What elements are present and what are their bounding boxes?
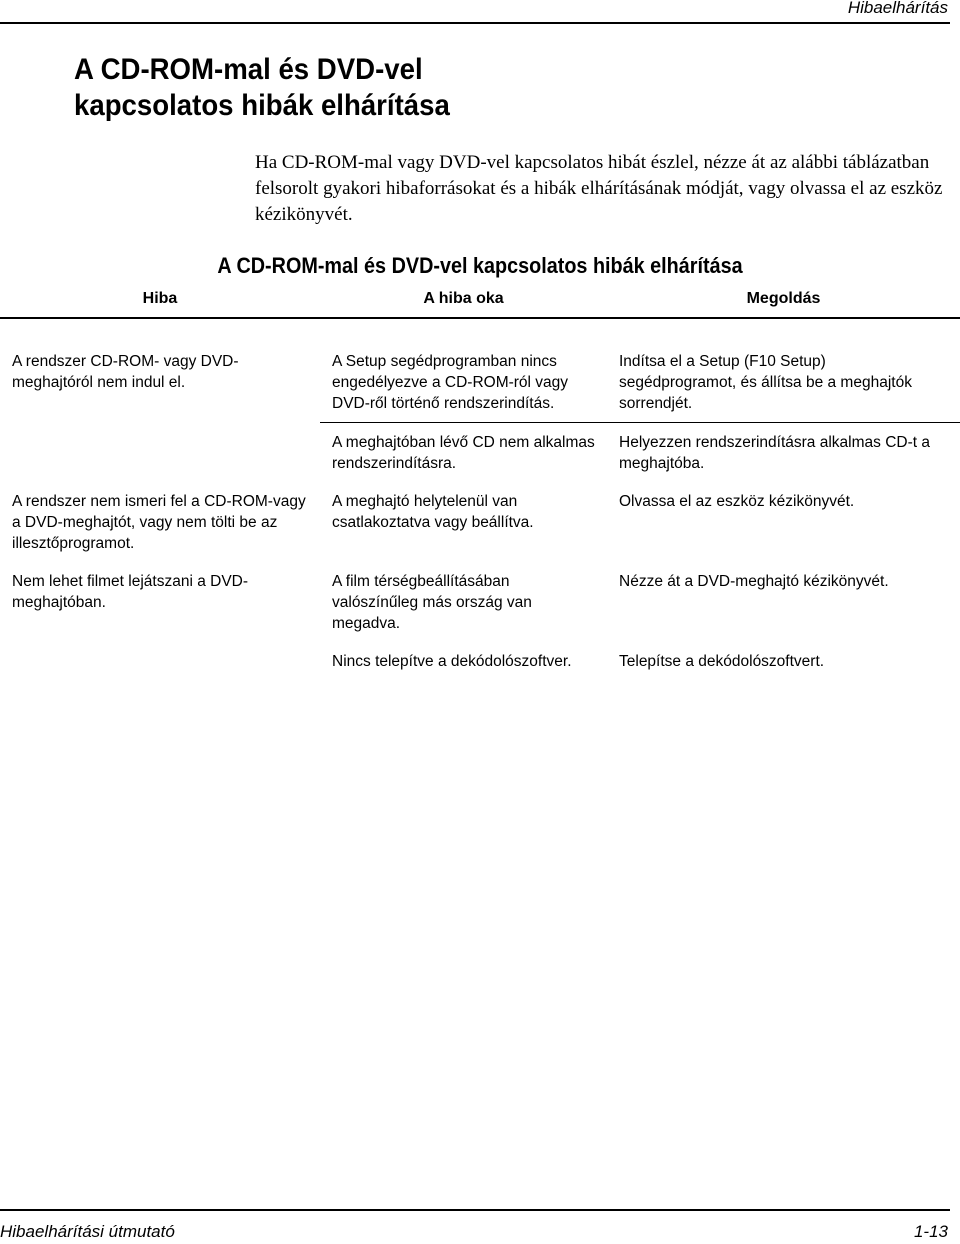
column-header-cause: A hiba oka xyxy=(320,288,607,318)
running-header: Hibaelhárítás xyxy=(847,0,948,17)
footer-guide-title: Hibaelhárítási útmutató xyxy=(0,1222,175,1241)
solution-cell: Indítsa el a Setup (F10 Setup) segédprogramot, és állítsa be a meghajtók sorrendjét. xyxy=(607,318,960,423)
page-title xyxy=(74,52,534,124)
page-number: 1-13 xyxy=(913,1222,948,1241)
cause-cell: Nincs telepítve a dekódolószoftver. xyxy=(332,653,572,670)
header-rule xyxy=(0,22,950,24)
problem-cell: A rendszer nem ismeri fel a CD-ROM-vagy a DVD-meghajtót, vagy nem tölti be az illesztőprogramot. xyxy=(12,493,306,552)
column-header-solution: Megoldás xyxy=(607,288,960,318)
table-row xyxy=(0,562,960,642)
table-header-row xyxy=(0,288,960,318)
cause-cell: A meghajtóban lévő CD nem alkalmas rendszerindításra. xyxy=(332,434,595,472)
solution-cell: Telepítse a dekódolószoftvert. xyxy=(619,653,825,670)
table-title: A CD-ROM-mal és DVD-vel kapcsolatos hibák elhárítása xyxy=(217,253,743,278)
solution-cell: Olvassa el az eszköz kézikönyvét. xyxy=(619,493,855,510)
cause-cell: A meghajtó helytelenül van csatlakoztatva vagy beállítva. xyxy=(332,493,534,531)
column-header-problem: Hiba xyxy=(0,288,320,318)
page-title-line-1: A CD-ROM-mal és DVD-vel xyxy=(74,53,423,86)
page-title-line-2: kapcsolatos hibák elhárítása xyxy=(74,89,450,122)
troubleshooting-table xyxy=(0,288,960,680)
table-row xyxy=(0,318,960,423)
cause-cell: A Setup segédprogramban nincs engedélyezve a CD-ROM-ról vagy DVD-ről történő rendszerindítás. xyxy=(320,318,607,423)
problem-cell: A rendszer CD-ROM- vagy DVD-meghajtóról nem indul el. xyxy=(12,353,239,391)
table-row xyxy=(0,482,960,562)
solution-cell: Nézze át a DVD-meghajtó kézikönyvét. xyxy=(619,573,889,590)
footer-rule xyxy=(0,1209,950,1211)
intro-paragraph: Ha CD-ROM-mal vagy DVD-vel kapcsolatos hibát észlel, nézze át az alábbi táblázatban felsorolt gyakori hibaforrásokat és a hibák elhárításának módját, vagy olvassa el az eszköz kézikönyvét. xyxy=(255,152,943,225)
solution-cell: Helyezzen rendszerindításra alkalmas CD-t a meghajtóba. xyxy=(619,434,930,472)
problem-cell: Nem lehet filmet lejátszani a DVD-meghajtóban. xyxy=(12,573,249,611)
cause-cell: A film térségbeállításában valószínűleg más ország van megadva. xyxy=(332,573,532,632)
